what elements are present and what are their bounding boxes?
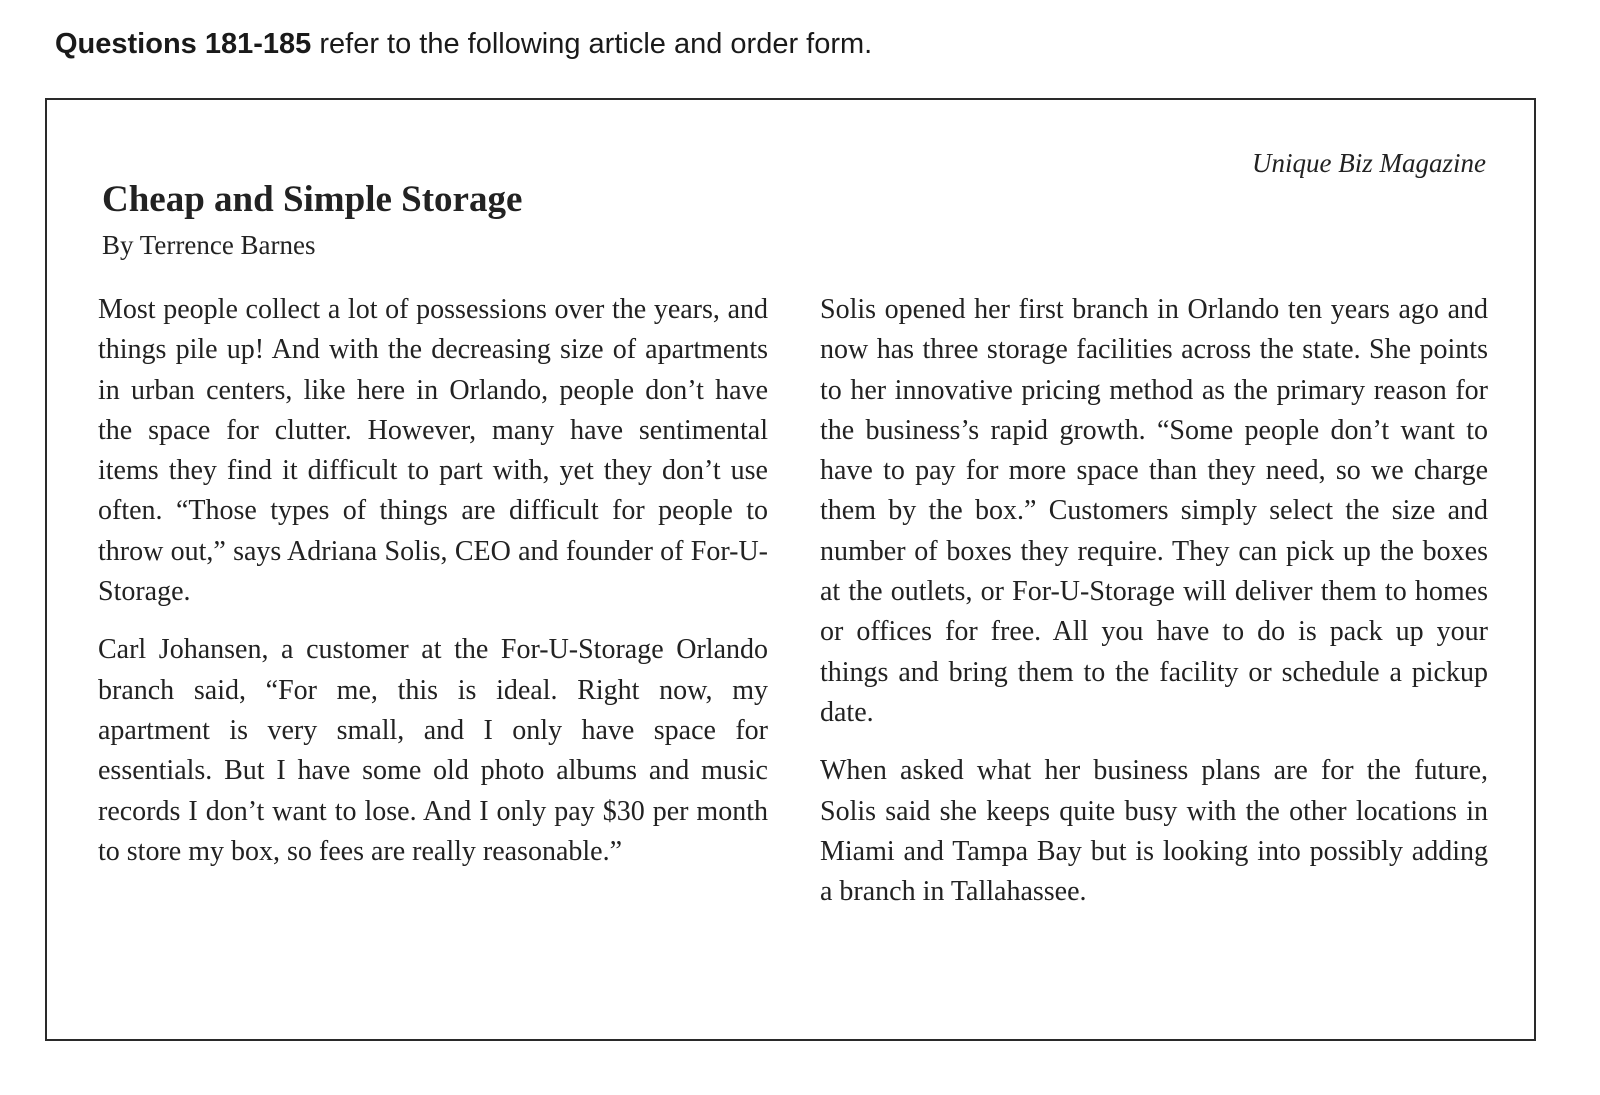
article-paragraph: When asked what her business plans are for the future, Solis said she keeps quite busy with the other locations in Miami and Tampa Bay but is looking into possibly adding a branch in Tallahassee.	[820, 755, 1488, 908]
article-paragraph: Carl Johansen, a customer at the For-U-Storage Orlando branch said, “For me, this is ideal. Right now, my apartment is very small, and I only have space for essentials. But I have some old photo albums and music records I don’t want to lose. And I only pay $30 per month to store my box, so fees are really reasonable.”	[98, 634, 768, 867]
question-range: Questions 181-185	[55, 28, 312, 60]
article-paragraph: Most people collect a lot of possessions over the years, and things pile up! And with the decreasing size of apartments in urban centers, like here in Orlando, people don’t have the space for clutter. However, many have sentimental items they find it difficult to part with, yet they don’t use often. “Those types of things are difficult for people to throw out,” says Adriana Solis, CEO and founder of For-U-Storage.	[98, 294, 768, 608]
article-column-right	[820, 290, 1488, 930]
instruction-text: refer to the following article and order form.	[311, 28, 873, 60]
publication-name: Unique Biz Magazine	[1252, 148, 1486, 178]
article-paragraph: Solis opened her first branch in Orlando ten years ago and now has three storage facilities across the state. She points to her innovative pricing method as the primary reason for the business’s rapid growth. “Some people don’t want to have to pay for more space than they need, so we charge them by the box.” Customers simply select the size and number of boxes they require. They can pick up the boxes at the outlets, or For-U-Storage will deliver them to homes or offices for free. All you have to do is pack up your things and bring them to the facility or schedule a pickup date.	[820, 294, 1488, 728]
article-box	[45, 98, 1536, 1041]
article-headline: Cheap and Simple Storage	[102, 179, 523, 220]
article-byline: By Terrence Barnes	[102, 230, 316, 260]
question-instruction	[55, 24, 872, 64]
article-column-left	[98, 290, 768, 890]
